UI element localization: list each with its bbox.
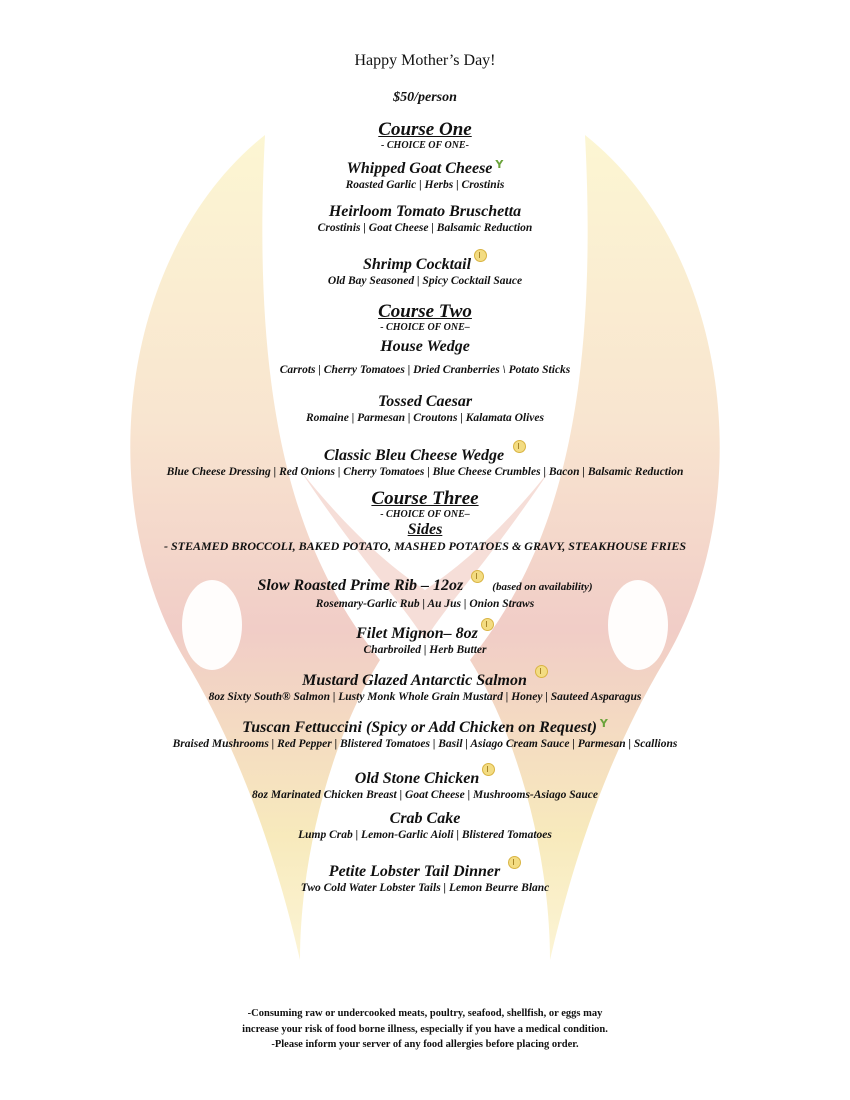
vegetarian-icon: Y [495, 158, 504, 171]
dish-name: Tossed Caesar [377, 393, 473, 410]
dish-description: Roasted Garlic | Herbs | Crostinis [345, 179, 505, 191]
course-two-title: Course Two [378, 301, 472, 322]
dish-description: Old Bay Seasoned | Spicy Cocktail Sauce [327, 275, 523, 287]
dish-antarctic-salmon [0, 665, 850, 704]
course-one-choice: - CHOICE OF ONE- [381, 140, 469, 151]
food-safety-disclaimer [0, 1006, 850, 1053]
dish-house-wedge-desc [0, 363, 850, 377]
dish-description: 8oz Marinated Chicken Breast | Goat Cheese | Mushrooms-Asiago Sauce [252, 789, 598, 801]
price-per-person: $50/person [393, 90, 457, 105]
dish-prime-rib [0, 570, 850, 611]
dish-house-wedge-name [0, 337, 850, 356]
dish-description: Lump Crab | Lemon-Garlic Aioli | Blistered Tomatoes [298, 829, 552, 841]
dish-name: Filet Mignon– 8oz [356, 625, 478, 642]
dish-description: Charbroiled | Herb Butter [363, 644, 487, 656]
course-one-header [0, 120, 850, 152]
gluten-free-icon [482, 763, 495, 776]
greeting-heading: Happy Mother’s Day! [354, 52, 496, 69]
dish-name: Slow Roasted Prime Rib – 12oz [257, 577, 464, 594]
course-one-title: Course One [378, 119, 472, 140]
dish-name: Old Stone Chicken [354, 770, 480, 787]
gluten-free-icon [513, 440, 526, 453]
gluten-free-icon [481, 618, 494, 631]
dish-filet-mignon [0, 618, 850, 657]
dish-description: Two Cold Water Lobster Tails | Lemon Beurre Blanc [300, 882, 550, 894]
dish-old-stone-chicken [0, 763, 850, 802]
dish-tuscan-fettuccini [0, 714, 850, 751]
course-two-choice: - CHOICE OF ONE– [380, 322, 470, 333]
gluten-free-icon [508, 856, 521, 869]
dish-whipped-goat-cheese [0, 155, 850, 192]
dish-description: Blue Cheese Dressing | Red Onions | Cherry Tomatoes | Blue Cheese Crumbles | Bacon | Balsamic Reduction [166, 466, 684, 478]
gluten-free-icon [474, 249, 487, 262]
dish-name: Mustard Glazed Antarctic Salmon [302, 672, 527, 689]
dish-name: Whipped Goat Cheese [346, 160, 493, 177]
availability-note: (based on availability) [492, 581, 593, 593]
dish-description: Rosemary-Garlic Rub | Au Jus | Onion Straws [315, 598, 535, 610]
dish-crab-cake [0, 809, 850, 842]
dish-name: Heirloom Tomato Bruschetta [328, 203, 522, 220]
dish-heirloom-tomato-bruschetta [0, 202, 850, 235]
dish-name: House Wedge [380, 338, 470, 355]
course-three-header [0, 489, 850, 554]
dish-description: Braised Mushrooms | Red Pepper | Blistered Tomatoes | Basil | Asiago Cream Sauce | Parmesan | Scallions [172, 738, 678, 750]
dish-lobster-tail-dinner [0, 856, 850, 895]
gluten-free-icon [535, 665, 548, 678]
dish-name: Shrimp Cocktail [362, 256, 472, 273]
sides-list: - STEAMED BROCCOLI, BAKED POTATO, MASHED POTATOES & GRAVY, STEAKHOUSE FRIES [163, 539, 687, 553]
dish-tossed-caesar [0, 392, 850, 425]
vegetarian-icon: Y [599, 717, 608, 730]
gluten-free-icon [471, 570, 484, 583]
dish-name: Tuscan Fettuccini (Spicy or Add Chicken on Request) [242, 719, 597, 736]
dish-name: Classic Bleu Cheese Wedge [323, 447, 505, 464]
dish-description: 8oz Sixty South® Salmon | Lusty Monk Whole Grain Mustard | Honey | Sauteed Asparagus [208, 691, 642, 703]
dish-description: Carrots | Cherry Tomatoes | Dried Cranberries \ Potato Sticks [279, 364, 571, 376]
dish-description: Crostinis | Goat Cheese | Balsamic Reduction [317, 222, 533, 234]
allergy-notice: -Please inform your server of any food allergies before placing order. [271, 1039, 579, 1050]
course-three-choice: - CHOICE OF ONE– [380, 509, 470, 520]
dish-name: Petite Lobster Tail Dinner [328, 863, 501, 880]
disclaimer-line: increase your risk of food borne illness, especially if you have a medical condition. [242, 1023, 608, 1035]
dish-classic-bleu-cheese-wedge [0, 440, 850, 479]
dish-shrimp-cocktail [0, 249, 850, 288]
course-two-header [0, 302, 850, 334]
dish-name: Crab Cake [389, 810, 461, 827]
course-three-title: Course Three [371, 488, 479, 509]
disclaimer-line: -Consuming raw or undercooked meats, poultry, seafood, shellfish, or eggs may [247, 1008, 603, 1019]
dish-description: Romaine | Parmesan | Croutons | Kalamata Olives [306, 412, 544, 424]
sides-title: Sides [407, 521, 443, 538]
